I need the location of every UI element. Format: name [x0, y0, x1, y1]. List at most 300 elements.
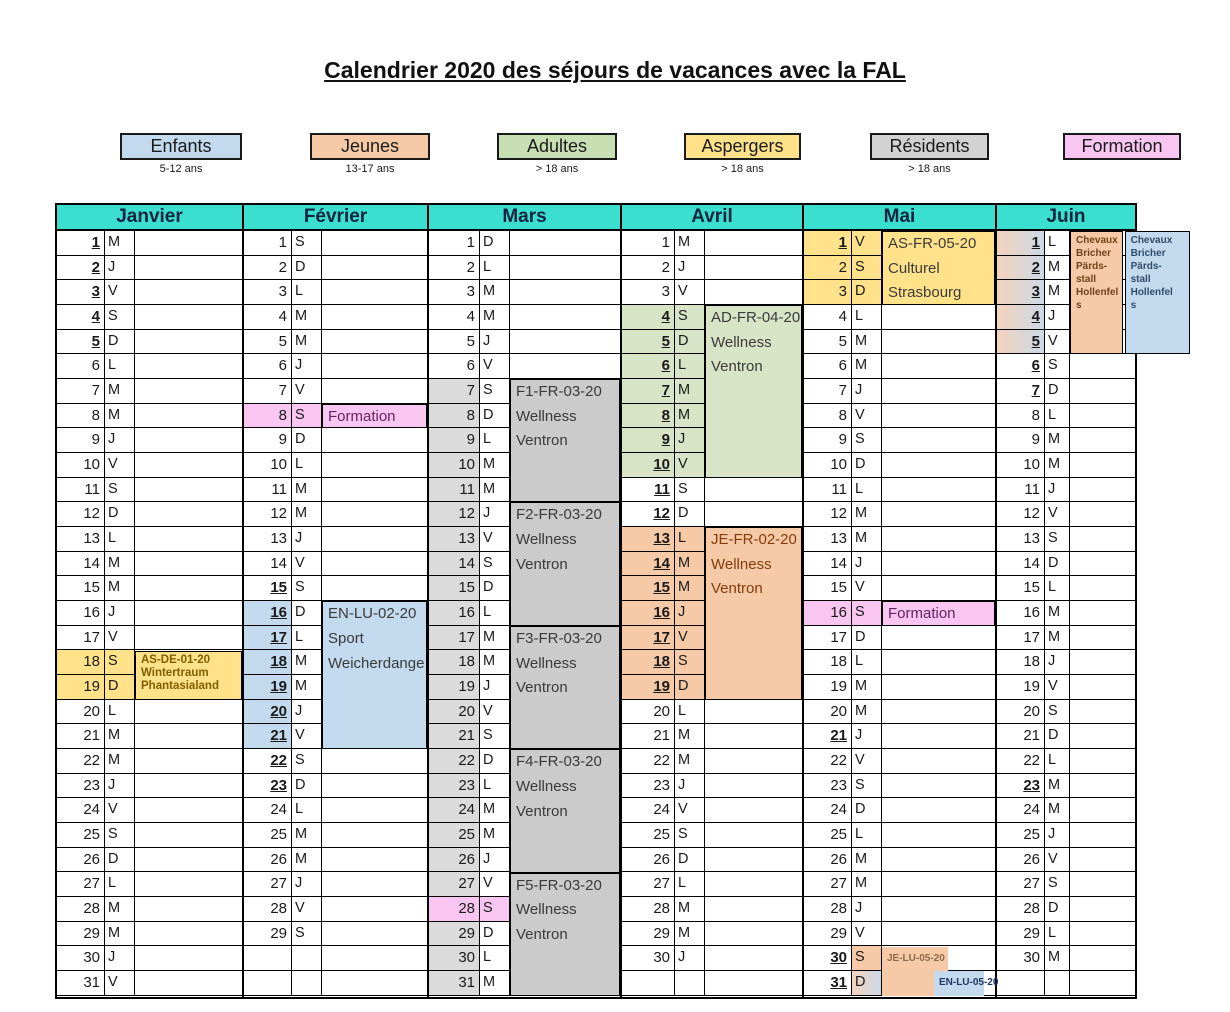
day-row-mars-6: [429, 354, 620, 379]
day-number: 26: [653, 850, 670, 868]
day-letter-cell: S: [852, 428, 882, 452]
day-number: 20: [83, 702, 100, 720]
day-row-f-vrier-empty-30: [244, 946, 427, 971]
day-letter-cell: J: [292, 527, 322, 551]
day-row-avril-29: [622, 922, 802, 947]
day-number: 8: [661, 406, 670, 424]
event-cell: [135, 354, 242, 378]
day-row-f-vrier-15: [244, 576, 427, 601]
event-text-line: F2-FR-03-20: [516, 506, 602, 524]
day-letter-cell: V: [675, 280, 705, 304]
day-row-janvier-20: [57, 700, 242, 725]
day-letter-cell: V: [852, 922, 882, 946]
day-number-cell: [622, 774, 675, 798]
day-row-f-vrier-24: [244, 798, 427, 823]
day-number-cell: [804, 601, 852, 625]
day-number-cell: [997, 922, 1045, 946]
event-text-line: JE-FR-02-20: [711, 531, 797, 549]
event-cell: [1070, 848, 1135, 872]
day-row-mai-29: [804, 922, 995, 947]
day-letter-cell: S: [1045, 527, 1070, 551]
day-number-cell: [804, 231, 852, 255]
event-text-line: Wellness: [516, 531, 577, 549]
day-letter-cell: M: [105, 552, 135, 576]
event-cell: [135, 823, 242, 847]
event-cell: [882, 897, 995, 921]
day-letter-cell: L: [852, 823, 882, 847]
event-block-en-lu-05-20: [934, 971, 999, 996]
day-row-f-vrier-empty-31: [244, 971, 427, 996]
day-number: 2: [91, 258, 100, 276]
event-cell: [135, 478, 242, 502]
day-number: 23: [270, 776, 287, 794]
day-number: 8: [1031, 406, 1040, 424]
day-number-cell: [57, 256, 105, 280]
day-letter-cell: D: [852, 280, 882, 304]
day-number-cell: [997, 897, 1045, 921]
day-number: 20: [458, 702, 475, 720]
day-number-cell: [244, 428, 292, 452]
day-letter-cell: [292, 971, 322, 995]
day-row-mai-15: [804, 576, 995, 601]
day-row-f-vrier-27: [244, 872, 427, 897]
day-row-f-vrier-6: [244, 354, 427, 379]
day-row-juin-29: [997, 922, 1135, 947]
day-number: 15: [270, 579, 287, 597]
event-cell: [882, 872, 995, 896]
day-number: 20: [653, 702, 670, 720]
day-letter-cell: D: [105, 848, 135, 872]
day-number: 1: [91, 234, 100, 251]
day-number-cell: [804, 922, 852, 946]
day-number-cell: [997, 502, 1045, 526]
day-number: 19: [83, 678, 100, 696]
day-row-mai-11: [804, 478, 995, 503]
day-number: 1: [661, 234, 670, 251]
day-letter-cell: S: [292, 404, 322, 428]
day-number: 15: [458, 579, 475, 597]
day-letter-cell: J: [480, 675, 510, 699]
day-number: 16: [830, 604, 847, 622]
day-letter-cell: J: [1045, 305, 1070, 329]
day-letter-cell: S: [105, 305, 135, 329]
event-cell: [1070, 478, 1135, 502]
event-cell: [882, 922, 995, 946]
day-number: 1: [838, 234, 847, 251]
event-cell: [882, 428, 995, 452]
day-number-cell: [997, 527, 1045, 551]
month-juin: [995, 205, 1173, 997]
day-number: 14: [458, 554, 475, 572]
legend-label-formation: Formation: [1063, 133, 1181, 160]
month-janvier: [57, 205, 242, 997]
day-number-cell: [244, 946, 292, 970]
day-number: 10: [458, 456, 475, 474]
day-number: 22: [653, 752, 670, 770]
day-number-cell: [804, 305, 852, 329]
day-letter-cell: M: [480, 823, 510, 847]
day-letter-cell: V: [292, 897, 322, 921]
day-number-cell: [622, 798, 675, 822]
event-text-line: Ventron: [516, 679, 568, 697]
day-letter-cell: M: [480, 971, 510, 995]
day-number: 3: [91, 283, 100, 301]
day-number-cell: [429, 971, 480, 995]
day-number: 17: [270, 628, 287, 646]
day-letter-cell: M: [480, 280, 510, 304]
day-row-mars-1: [429, 231, 620, 256]
day-number: 11: [459, 480, 475, 498]
event-text-line: Wellness: [516, 407, 577, 425]
day-number-cell: [244, 305, 292, 329]
event-cell: [882, 650, 995, 674]
day-letter-cell: S: [292, 922, 322, 946]
day-number-cell: [622, 527, 675, 551]
day-number-cell: [804, 379, 852, 403]
day-number: 29: [653, 924, 670, 942]
day-letter-cell: S: [480, 379, 510, 403]
event-text-line: Wellness: [516, 654, 577, 672]
day-number: 3: [1031, 283, 1040, 301]
day-row-f-vrier-5: [244, 330, 427, 355]
day-number-cell: [429, 527, 480, 551]
day-number: 19: [653, 678, 670, 696]
event-cell: [322, 502, 427, 526]
day-row-f-vrier-25: [244, 823, 427, 848]
event-cell: [705, 478, 802, 502]
event-cell: [882, 700, 995, 724]
event-cell: [322, 576, 427, 600]
day-number-cell: [57, 848, 105, 872]
event-cell: [1070, 354, 1135, 378]
day-letter-cell: J: [852, 552, 882, 576]
day-row-avril-1: [622, 231, 802, 256]
day-number: 24: [653, 801, 670, 819]
day-row-mai-19: [804, 675, 995, 700]
day-letter-cell: L: [1045, 404, 1070, 428]
day-number-cell: [622, 675, 675, 699]
day-number-cell: [429, 305, 480, 329]
day-letter-cell: M: [675, 379, 705, 403]
day-letter-cell: D: [292, 601, 322, 625]
day-number: 31: [83, 974, 100, 992]
event-cell: [322, 478, 427, 502]
event-cell: [322, 922, 427, 946]
day-row-f-vrier-4: [244, 305, 427, 330]
day-letter-cell: S: [105, 823, 135, 847]
day-row-janvier-16: [57, 601, 242, 626]
day-letter-cell: S: [675, 478, 705, 502]
day-letter-cell: L: [480, 946, 510, 970]
day-number-cell: [622, 848, 675, 872]
day-number-cell: [622, 946, 675, 970]
day-number-cell: [997, 823, 1045, 847]
event-cell: [705, 749, 802, 773]
day-number: 6: [838, 357, 847, 375]
day-letter-cell: J: [105, 946, 135, 970]
day-number-cell: [57, 971, 105, 995]
day-row-mai-28: [804, 897, 995, 922]
day-number-cell: [429, 453, 480, 477]
day-number-cell: [57, 700, 105, 724]
day-number: 18: [1023, 653, 1040, 671]
day-number: 18: [83, 653, 100, 671]
event-cell: [135, 453, 242, 477]
day-number-cell: [622, 379, 675, 403]
day-number: 5: [278, 332, 287, 350]
day-number: 5: [466, 332, 475, 350]
day-row-juin-15: [997, 576, 1135, 601]
event-cell: [510, 330, 620, 354]
day-letter-cell: V: [852, 576, 882, 600]
event-cell: [705, 897, 802, 921]
day-number-cell: [57, 897, 105, 921]
event-cell: [135, 379, 242, 403]
day-row-avril-24: [622, 798, 802, 823]
day-number: 18: [653, 653, 670, 671]
day-number-cell: [997, 946, 1045, 970]
day-letter-cell: M: [1045, 280, 1070, 304]
day-number: 21: [458, 727, 475, 745]
day-letter-cell: L: [105, 354, 135, 378]
event-cell: [705, 971, 802, 995]
day-letter-cell: V: [1045, 502, 1070, 526]
day-number: 18: [458, 653, 475, 671]
day-letter-cell: S: [292, 231, 322, 255]
day-letter-cell: M: [675, 576, 705, 600]
day-letter-cell: V: [852, 231, 882, 255]
day-letter-cell: J: [105, 256, 135, 280]
event-block-je-lu-05-20: [882, 947, 948, 972]
event-cell: [1070, 749, 1135, 773]
day-number: 24: [1023, 801, 1040, 819]
day-row-juin-27: [997, 872, 1135, 897]
day-number-cell: [244, 848, 292, 872]
day-letter-cell: M: [292, 478, 322, 502]
day-row-mai-8: [804, 404, 995, 429]
day-row-juin-13: [997, 527, 1135, 552]
day-number-cell: [622, 749, 675, 773]
page-title: Calendrier 2020 des séjours de vacances avec la FAL: [324, 57, 906, 83]
day-number: 23: [458, 776, 475, 794]
day-row-janvier-23: [57, 774, 242, 799]
day-number: 30: [830, 949, 847, 967]
day-row-f-vrier-14: [244, 552, 427, 577]
day-letter-cell: D: [480, 922, 510, 946]
legend-item-r-sidents: [870, 133, 989, 175]
day-number-cell: [622, 305, 675, 329]
day-letter-cell: J: [675, 428, 705, 452]
day-number: 7: [278, 382, 287, 400]
day-letter-cell: D: [292, 774, 322, 798]
day-number-cell: [622, 897, 675, 921]
event-cell: [882, 404, 995, 428]
day-number: 9: [278, 431, 287, 449]
month-header-f-vrier: Février: [244, 205, 427, 231]
event-cell: [322, 823, 427, 847]
day-number: 8: [466, 406, 475, 424]
legend-label-r-sidents: Résidents: [870, 133, 989, 160]
day-number: 14: [1023, 554, 1040, 572]
event-text-line: Chevaux: [1076, 235, 1118, 246]
day-row-juin-17: [997, 626, 1135, 651]
day-number: 5: [838, 332, 847, 350]
day-number: 9: [661, 431, 670, 449]
day-number: 4: [466, 308, 475, 326]
day-letter-cell: J: [675, 256, 705, 280]
event-block-as-fr-05-20: [882, 231, 995, 305]
day-number: 2: [278, 258, 287, 276]
day-letter-cell: V: [480, 527, 510, 551]
day-number: 19: [1023, 678, 1040, 696]
day-letter-cell: [292, 946, 322, 970]
event-cell: [322, 354, 427, 378]
day-number: 25: [458, 826, 475, 844]
event-cell: [705, 823, 802, 847]
day-row-mai-9: [804, 428, 995, 453]
day-number-cell: [622, 601, 675, 625]
event-cell: [135, 601, 242, 625]
day-number-cell: [244, 774, 292, 798]
event-text-line: Wintertraum: [141, 666, 209, 679]
day-number-cell: [244, 354, 292, 378]
event-cell: [322, 280, 427, 304]
day-letter-cell: L: [480, 428, 510, 452]
month-f-vrier: [242, 205, 427, 997]
event-cell: [135, 330, 242, 354]
day-number: 2: [466, 258, 475, 276]
day-row-janvier-11: [57, 478, 242, 503]
day-number: 10: [1023, 456, 1040, 474]
event-text-line: EN-LU-02-20: [328, 605, 417, 623]
day-row-janvier-21: [57, 724, 242, 749]
day-number-cell: [57, 823, 105, 847]
day-number: 29: [83, 924, 100, 942]
day-number: 13: [270, 530, 287, 548]
event-text-line: Chevaux: [1130, 235, 1173, 246]
day-number-cell: [244, 601, 292, 625]
event-text-line: F3-FR-03-20: [516, 629, 602, 647]
day-letter-cell: V: [675, 798, 705, 822]
day-number: 31: [458, 974, 475, 992]
day-row-mars-2: [429, 256, 620, 281]
event-text-line: Wellness: [711, 555, 772, 573]
day-row-janvier-7: [57, 379, 242, 404]
day-number-cell: [622, 428, 675, 452]
event-cell: [1070, 453, 1135, 477]
day-letter-cell: V: [105, 626, 135, 650]
legend-age-aspergers: > 18 ans: [721, 163, 764, 175]
day-row-juin-8: [997, 404, 1135, 429]
day-number: 24: [830, 801, 847, 819]
event-cell: [1070, 675, 1135, 699]
event-cell: [705, 872, 802, 896]
day-row-avril-25: [622, 823, 802, 848]
day-number: 4: [838, 308, 847, 326]
day-letter-cell: D: [292, 428, 322, 452]
day-letter-cell: D: [480, 404, 510, 428]
day-row-f-vrier-10: [244, 453, 427, 478]
day-number-cell: [804, 946, 852, 970]
day-number: 11: [1024, 480, 1040, 498]
day-number-cell: [997, 724, 1045, 748]
event-text-line: Wellness: [516, 901, 577, 919]
event-cell: [322, 848, 427, 872]
day-letter-cell: M: [292, 675, 322, 699]
event-cell: [510, 305, 620, 329]
day-letter-cell: V: [480, 354, 510, 378]
day-row-mai-25: [804, 823, 995, 848]
day-row-mars-4: [429, 305, 620, 330]
day-letter-cell: L: [105, 700, 135, 724]
day-number-cell: [57, 749, 105, 773]
event-cell: [322, 527, 427, 551]
month-mai: [802, 205, 999, 997]
day-number: 11: [84, 480, 100, 498]
day-row-mars-3: [429, 280, 620, 305]
month-header-juin: Juin: [997, 205, 1135, 231]
day-number: 29: [830, 924, 847, 942]
day-number-cell: [997, 650, 1045, 674]
day-letter-cell: L: [1045, 576, 1070, 600]
event-block-block: [882, 971, 934, 996]
day-row-avril-11: [622, 478, 802, 503]
event-text-line: stall: [1130, 274, 1151, 285]
day-letter-cell: M: [675, 724, 705, 748]
event-cell: [1070, 897, 1135, 921]
day-letter-cell: L: [292, 453, 322, 477]
day-letter-cell: V: [1045, 330, 1070, 354]
day-letter-cell: [1045, 971, 1070, 995]
event-cell: [705, 256, 802, 280]
day-number-cell: [244, 626, 292, 650]
day-number-cell: [244, 576, 292, 600]
day-letter-cell: V: [852, 404, 882, 428]
day-number: 14: [653, 554, 670, 572]
day-letter-cell: L: [675, 527, 705, 551]
day-number-cell: [804, 404, 852, 428]
day-letter-cell: D: [1045, 552, 1070, 576]
day-number: 20: [830, 702, 847, 720]
event-block-f1-fr-03-20: [510, 379, 620, 502]
event-text-line: Ventron: [711, 358, 763, 376]
day-row-janvier-2: [57, 256, 242, 281]
day-letter-cell: L: [292, 626, 322, 650]
day-number: 9: [838, 431, 847, 449]
day-row-mars-5: [429, 330, 620, 355]
day-number: 20: [270, 702, 287, 720]
day-number-cell: [429, 946, 480, 970]
day-letter-cell: M: [105, 749, 135, 773]
day-number-cell: [244, 453, 292, 477]
day-letter-cell: [675, 971, 705, 995]
day-number: 10: [653, 456, 670, 474]
day-letter-cell: J: [675, 601, 705, 625]
day-number: 25: [1023, 826, 1040, 844]
event-cell: [1070, 626, 1135, 650]
event-cell: [1070, 971, 1135, 995]
day-letter-cell: M: [292, 330, 322, 354]
day-number: 7: [466, 382, 475, 400]
day-letter-cell: M: [105, 404, 135, 428]
event-block-chevaux: [1070, 231, 1123, 354]
day-letter-cell: M: [1045, 946, 1070, 970]
day-letter-cell: D: [105, 330, 135, 354]
day-row-juin-7: [997, 379, 1135, 404]
day-letter-cell: L: [852, 650, 882, 674]
day-number-cell: [429, 231, 480, 255]
day-row-juin-16: [997, 601, 1135, 626]
